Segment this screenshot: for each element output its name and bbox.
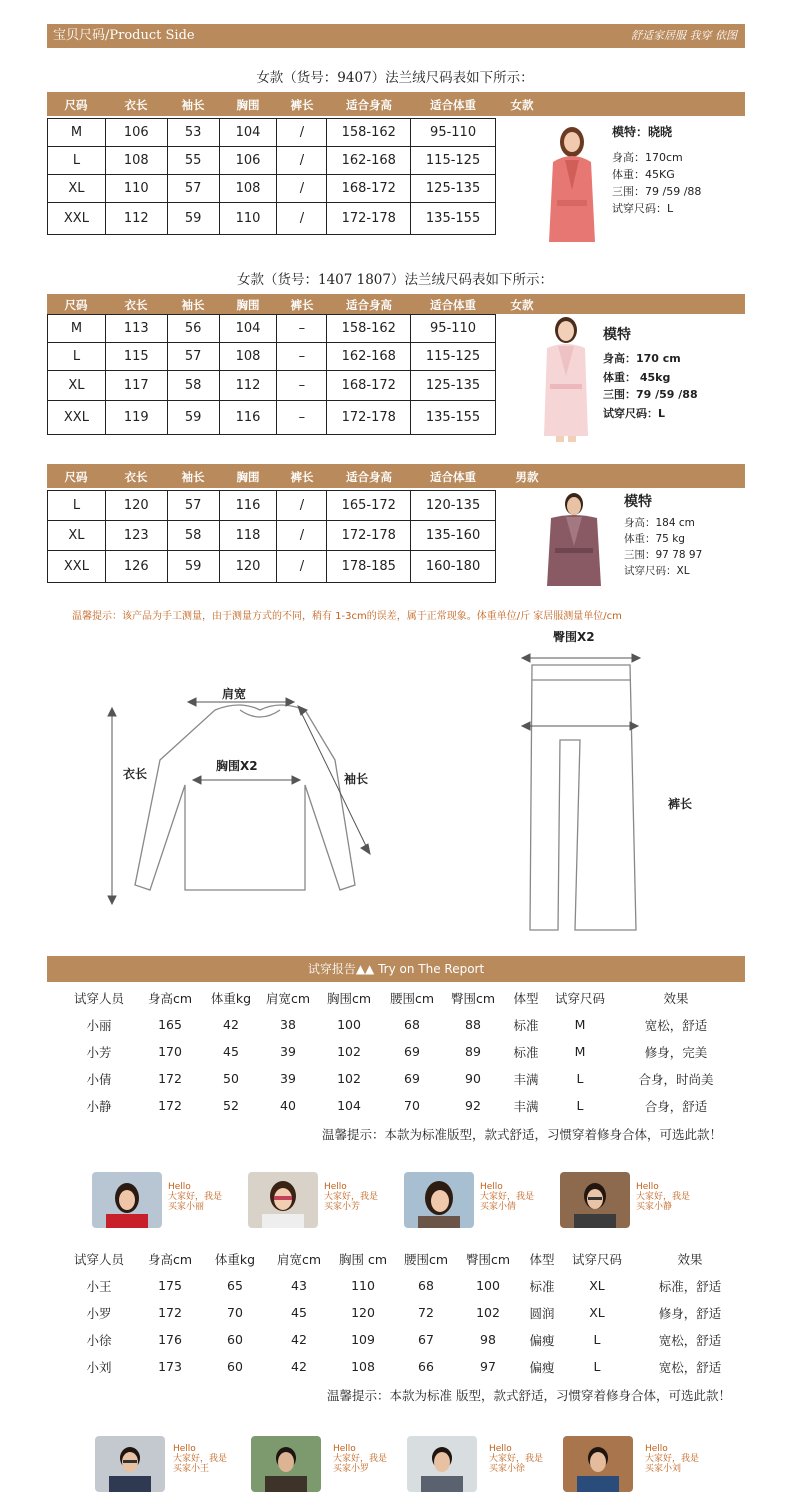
table-cell: 合身，舒适: [644, 1098, 708, 1114]
table-cell: –: [277, 315, 327, 343]
table-cell: 57: [167, 343, 219, 371]
header-cell: 胸围: [236, 98, 260, 112]
header-cell: 尺码: [64, 470, 88, 484]
sweater-outline: [135, 705, 355, 890]
model-height: 身高：170cm: [612, 151, 683, 164]
model-measurements: 三围：79 /59 /88: [612, 185, 702, 198]
header-cell: 女款: [510, 298, 534, 312]
table-cell: 175: [158, 1278, 182, 1293]
report-note-2: 温馨提示：本款为标准 版型，款式舒适，习惯穿着修身合体，可选此款！: [327, 1388, 731, 1403]
table-row: [60, 1038, 740, 1065]
header-cell: 尺码: [64, 298, 88, 312]
model-name: 模特：晓晓: [612, 125, 673, 139]
table-cell: –: [277, 401, 327, 435]
header-cell: 衣长: [124, 470, 148, 484]
table-cell: 偏瘦: [529, 1332, 555, 1348]
table-cell: 110: [105, 175, 167, 203]
table-cell: 168-172: [327, 371, 411, 401]
header-cell: 适合体重: [430, 470, 476, 484]
table-row: [60, 1299, 750, 1326]
tester-card: Hello 大家好，我是 买家小丽: [92, 1172, 162, 1232]
tester-row-2: [95, 1436, 745, 1496]
table-cell: 112: [105, 203, 167, 235]
tester-card: Hello 大家好，我是 买家小倩: [404, 1172, 474, 1232]
table-cell: 圆润: [529, 1305, 555, 1321]
table-cell: 38: [280, 1017, 296, 1032]
table-cell: 123: [105, 521, 167, 551]
table-cell: XL: [589, 1305, 605, 1320]
table-cell: 宽松，舒适: [658, 1332, 722, 1348]
table-cell: 标准: [513, 1017, 539, 1033]
table-row: [60, 1092, 740, 1119]
table-cell: 小芳: [86, 1044, 112, 1060]
table-cell: 小倩: [86, 1071, 112, 1087]
avatar: [251, 1436, 321, 1492]
table-row: [48, 521, 496, 551]
table-cell: 135-155: [411, 203, 496, 235]
model-measurements: 三围：97 78 97: [624, 549, 703, 561]
table-cell: 小静: [86, 1098, 112, 1114]
avatar: [560, 1172, 630, 1228]
table-cell: 102: [337, 1044, 361, 1059]
table-cell: 173: [158, 1359, 182, 1374]
table-cell: XL: [48, 371, 106, 401]
table-cell: 92: [465, 1098, 481, 1113]
table-cell: 标准，舒适: [658, 1278, 722, 1294]
table-cell: 体型: [529, 1251, 555, 1267]
table-cell: 108: [105, 147, 167, 175]
table-cell: /: [277, 119, 327, 147]
table-cell: 39: [280, 1071, 296, 1086]
model-height: 身高：184 cm: [624, 517, 695, 529]
banner-slogan: 舒适家居服 我穿 依图: [631, 29, 737, 42]
table-cell: 68: [404, 1017, 420, 1032]
table-cell: 胸围cm: [326, 990, 372, 1006]
table-cell: 117: [105, 371, 167, 401]
table-cell: 57: [167, 175, 219, 203]
header-cell: 胸围: [236, 298, 260, 312]
table-cell: 试穿尺码: [571, 1251, 622, 1267]
table-row: [48, 343, 496, 371]
size-table-1: [47, 118, 496, 235]
table-cell: 59: [167, 203, 219, 235]
table-cell: L: [593, 1332, 601, 1347]
tester-card: Hello 大家好，我是 买家小罗: [251, 1436, 321, 1496]
table-cell: 标准: [513, 1044, 539, 1060]
table-cell: 102: [476, 1305, 500, 1320]
report-header: 试穿报告▲▲ Try on The Report: [47, 956, 745, 982]
model-size: 试穿尺码：L: [603, 407, 666, 420]
table-cell: 合身，时尚美: [638, 1071, 714, 1087]
table-cell: L: [48, 147, 106, 175]
table-cell: 112: [219, 371, 277, 401]
table-cell: 108: [219, 343, 277, 371]
table-cell: 小丽: [86, 1017, 112, 1033]
table-cell: /: [277, 521, 327, 551]
table-cell: 120: [219, 551, 277, 583]
header-cell: 尺码: [64, 98, 88, 112]
table-cell: 104: [219, 119, 277, 147]
table2-caption: 女款（货号：1407 1807）法兰绒尺码表如下所示：: [236, 272, 553, 288]
table-cell: 72: [418, 1305, 434, 1320]
table-cell: 118: [219, 521, 277, 551]
header-cell: 衣长: [124, 98, 148, 112]
model-info-1: [612, 124, 701, 217]
header-cell: 袖长: [181, 98, 205, 112]
table1-caption: 女款（货号：9407）法兰绒尺码表如下所示：: [256, 70, 534, 86]
table-row: [48, 175, 496, 203]
table-cell: 89: [465, 1044, 481, 1059]
model-measurements: 三围：79 /59 /88: [603, 388, 698, 401]
table-cell: 100: [337, 1017, 361, 1032]
table-cell: 58: [167, 521, 219, 551]
table-cell: 53: [167, 119, 219, 147]
table-cell: 42: [223, 1017, 239, 1032]
label-sleeve: 袖长: [344, 772, 369, 786]
table-cell: 95-110: [411, 315, 496, 343]
table-cell: 135-155: [411, 401, 496, 435]
table-row: [60, 1011, 740, 1038]
table-cell: 60: [227, 1332, 243, 1347]
table-cell: 修身，舒适: [658, 1305, 722, 1321]
measurement-diagram: [100, 640, 700, 940]
table-cell: 60: [227, 1359, 243, 1374]
table-cell: 135-160: [411, 521, 496, 551]
model-size: 试穿尺码：XL: [624, 565, 690, 577]
table-cell: 98: [480, 1332, 496, 1347]
label-length: 衣长: [123, 767, 148, 781]
table-cell: XL: [48, 175, 106, 203]
table-cell: 58: [167, 371, 219, 401]
table-cell: 168-172: [327, 175, 411, 203]
table-cell: 100: [476, 1278, 500, 1293]
table-cell: 116: [219, 401, 277, 435]
model-name: 模特: [624, 494, 652, 510]
table-row: [48, 119, 496, 147]
table-cell: M: [574, 1044, 586, 1059]
table-cell: /: [277, 551, 327, 583]
table-cell: 67: [418, 1332, 434, 1347]
table-header-row: [60, 1245, 750, 1272]
table-cell: 97: [480, 1359, 496, 1374]
model-weight: 体重：45KG: [612, 168, 675, 181]
table-cell: 108: [351, 1359, 375, 1374]
table-cell: 170: [158, 1044, 182, 1059]
model-height: 身高：170 cm: [603, 352, 681, 365]
table-cell: /: [277, 147, 327, 175]
table-cell: 臀围cm: [465, 1251, 511, 1267]
table-cell: 45: [291, 1305, 307, 1320]
trial-table-2: [60, 1245, 750, 1380]
table-cell: 110: [219, 203, 277, 235]
avatar: [92, 1172, 162, 1228]
table-cell: –: [277, 371, 327, 401]
tester-row-1: [92, 1172, 742, 1232]
table-cell: 腰围cm: [389, 990, 435, 1006]
header-cell: 衣长: [124, 298, 148, 312]
table-cell: 45: [223, 1044, 239, 1059]
table-cell: L: [576, 1071, 584, 1086]
table-cell: 40: [280, 1098, 296, 1113]
table-cell: –: [277, 343, 327, 371]
tester-card: Hello 大家好，我是 买家小刘: [563, 1436, 633, 1496]
table-cell: 试穿人员: [73, 1251, 124, 1267]
model-name: 模特: [603, 327, 631, 343]
label-chest: 胸围X2: [216, 759, 258, 773]
table-cell: 肩宽cm: [265, 990, 311, 1006]
table-cell: XXL: [48, 401, 106, 435]
model-photo-female-pink: [543, 120, 601, 246]
table-cell: M: [48, 119, 106, 147]
table-cell: 178-185: [327, 551, 411, 583]
table-cell: 172: [158, 1305, 182, 1320]
table-cell: /: [277, 203, 327, 235]
table-cell: 腰围cm: [403, 1251, 449, 1267]
pants-outline: [530, 665, 636, 930]
model-photo-female-white: [538, 312, 594, 444]
table-cell: 丰满: [513, 1071, 539, 1087]
table-cell: L: [593, 1359, 601, 1374]
label-pants: 裤长: [668, 797, 693, 811]
table-cell: 162-168: [327, 147, 411, 175]
top-banner: [47, 24, 745, 48]
table-cell: 172-178: [327, 203, 411, 235]
table-row: [60, 1065, 740, 1092]
table-cell: 120: [351, 1305, 375, 1320]
table-cell: 宽松，舒适: [658, 1359, 722, 1375]
model-info-3: [624, 494, 702, 579]
table-cell: 标准: [529, 1278, 555, 1294]
measurement-tip: 温馨提示：该产品为手工测量，由于测量方式的不同，稍有 1-3cm的误差，属于正常现象。体重单位/斤 家居服测量单位/cm: [72, 611, 622, 622]
table-cell: 55: [167, 147, 219, 175]
header-cell: 适合体重: [430, 98, 476, 112]
header-cell: 适合身高: [346, 298, 392, 312]
table-cell: 小刘: [86, 1359, 112, 1375]
table-row: [48, 315, 496, 343]
table-cell: 160-180: [411, 551, 496, 583]
table-cell: 108: [219, 175, 277, 203]
avatar: [248, 1172, 318, 1228]
tester-card: Hello 大家好，我是 买家小王: [95, 1436, 165, 1496]
model-info-2: [603, 327, 698, 422]
table-cell: XXL: [48, 203, 106, 235]
table-cell: 42: [291, 1359, 307, 1374]
table-cell: 42: [291, 1332, 307, 1347]
table-cell: 120: [105, 491, 167, 521]
table-cell: 小王: [86, 1278, 112, 1294]
banner-title: 宝贝尺码/Product Side: [53, 28, 195, 43]
table-cell: 125-135: [411, 175, 496, 203]
table-cell: 165: [158, 1017, 182, 1032]
table-cell: 50: [223, 1071, 239, 1086]
table-cell: 104: [219, 315, 277, 343]
model-photo-male: [541, 490, 607, 590]
table-cell: 115-125: [411, 343, 496, 371]
table2-header: [47, 294, 745, 314]
table-row: [48, 371, 496, 401]
label-shoulder: 肩宽: [222, 687, 247, 701]
table-row: [60, 1326, 750, 1353]
table-cell: M: [574, 1017, 586, 1032]
size-table-2: [47, 314, 496, 435]
table-cell: 59: [167, 551, 219, 583]
table-cell: 身高cm: [147, 990, 193, 1006]
table-cell: 110: [351, 1278, 375, 1293]
table-cell: L: [48, 343, 106, 371]
header-cell: 男款: [515, 470, 539, 484]
avatar: [407, 1436, 477, 1492]
table-cell: 52: [223, 1098, 239, 1113]
table-cell: 肩宽cm: [276, 1251, 322, 1267]
table3-header: [47, 464, 745, 488]
header-cell: 袖长: [181, 298, 205, 312]
avatar: [404, 1172, 474, 1228]
table-cell: /: [277, 175, 327, 203]
table-cell: 172: [158, 1098, 182, 1113]
table-cell: 172-178: [327, 521, 411, 551]
table-cell: 59: [167, 401, 219, 435]
table-cell: XL: [589, 1278, 605, 1293]
label-hip: 臀围X2: [553, 630, 595, 644]
table-cell: 88: [465, 1017, 481, 1032]
table-cell: 120-135: [411, 491, 496, 521]
table-cell: 113: [105, 315, 167, 343]
table-cell: 69: [404, 1071, 420, 1086]
table-row: [48, 203, 496, 235]
header-cell: 适合身高: [346, 98, 392, 112]
table-cell: 162-168: [327, 343, 411, 371]
table-cell: 试穿人员: [73, 990, 124, 1006]
table-cell: 106: [105, 119, 167, 147]
header-cell: 适合身高: [346, 470, 392, 484]
table-cell: 小罗: [86, 1305, 112, 1321]
header-cell: 袖长: [181, 470, 205, 484]
table-row: [48, 401, 496, 435]
table-cell: 66: [418, 1359, 434, 1374]
table-cell: L: [576, 1098, 584, 1113]
model-weight: 体重：75 kg: [624, 533, 685, 545]
table-cell: 68: [418, 1278, 434, 1293]
table-cell: XL: [48, 521, 106, 551]
table1-header: [47, 92, 745, 116]
table-cell: 臀围cm: [450, 990, 496, 1006]
table-cell: 104: [337, 1098, 361, 1113]
table-row: [48, 551, 496, 583]
table-cell: 109: [351, 1332, 375, 1347]
table-cell: 70: [227, 1305, 243, 1320]
table-cell: 效果: [677, 1251, 703, 1267]
table-cell: 125-135: [411, 371, 496, 401]
tester-card: Hello 大家好，我是 买家小芳: [248, 1172, 318, 1232]
table-cell: 身高cm: [147, 1251, 193, 1267]
header-cell: 裤长: [290, 298, 314, 312]
table-cell: 丰满: [513, 1098, 539, 1114]
table-cell: 胸围 cm: [338, 1251, 388, 1267]
table-cell: 116: [219, 491, 277, 521]
header-cell: 适合体重: [430, 298, 476, 312]
table-row: [48, 491, 496, 521]
table-cell: 56: [167, 315, 219, 343]
table-cell: 39: [280, 1044, 296, 1059]
table-cell: 小徐: [86, 1332, 112, 1348]
header-cell: 裤长: [290, 98, 314, 112]
table-cell: 体型: [513, 990, 539, 1006]
header-cell: 女款: [510, 98, 534, 112]
table-cell: 90: [465, 1071, 481, 1086]
size-table-3: [47, 490, 496, 583]
table-cell: 95-110: [411, 119, 496, 147]
table-cell: 115: [105, 343, 167, 371]
table-cell: 119: [105, 401, 167, 435]
header-cell: 裤长: [290, 470, 314, 484]
table-cell: 176: [158, 1332, 182, 1347]
table-cell: 165-172: [327, 491, 411, 521]
table-cell: 43: [291, 1278, 307, 1293]
tester-card: Hello 大家好，我是 买家小静: [560, 1172, 630, 1232]
table-cell: /: [277, 491, 327, 521]
table-cell: 体重kg: [214, 1251, 256, 1267]
report-note-1: 温馨提示：本款为标准版型，款式舒适，习惯穿着修身合体，可选此款！: [322, 1127, 723, 1142]
table-cell: 偏瘦: [529, 1359, 555, 1375]
avatar: [563, 1436, 633, 1492]
model-size: 试穿尺码：L: [612, 202, 674, 215]
table-row: [48, 147, 496, 175]
table-cell: 修身，完美: [644, 1044, 708, 1060]
header-cell: 胸围: [236, 470, 260, 484]
table-cell: 106: [219, 147, 277, 175]
table-cell: 102: [337, 1071, 361, 1086]
table-cell: 70: [404, 1098, 420, 1113]
table-cell: XXL: [48, 551, 106, 583]
table-cell: L: [48, 491, 106, 521]
table-cell: 57: [167, 491, 219, 521]
table-cell: 体重kg: [210, 990, 252, 1006]
table-cell: 效果: [663, 990, 689, 1006]
table-cell: 158-162: [327, 119, 411, 147]
model-weight: 体重： 45kg: [603, 371, 671, 384]
avatar: [95, 1436, 165, 1492]
table-cell: 65: [227, 1278, 243, 1293]
trial-table-1: [60, 984, 740, 1119]
table-cell: 172-178: [327, 401, 411, 435]
table-row: [60, 1272, 750, 1299]
table-cell: 宽松，舒适: [644, 1017, 708, 1033]
table-cell: 试穿尺码: [554, 990, 605, 1006]
tester-card: Hello 大家好，我是 买家小徐: [407, 1436, 477, 1496]
table-cell: M: [48, 315, 106, 343]
table-cell: 158-162: [327, 315, 411, 343]
table-cell: 115-125: [411, 147, 496, 175]
table-cell: 172: [158, 1071, 182, 1086]
table-row: [60, 1353, 750, 1380]
table-cell: 69: [404, 1044, 420, 1059]
table-header-row: [60, 984, 740, 1011]
table-cell: 126: [105, 551, 167, 583]
